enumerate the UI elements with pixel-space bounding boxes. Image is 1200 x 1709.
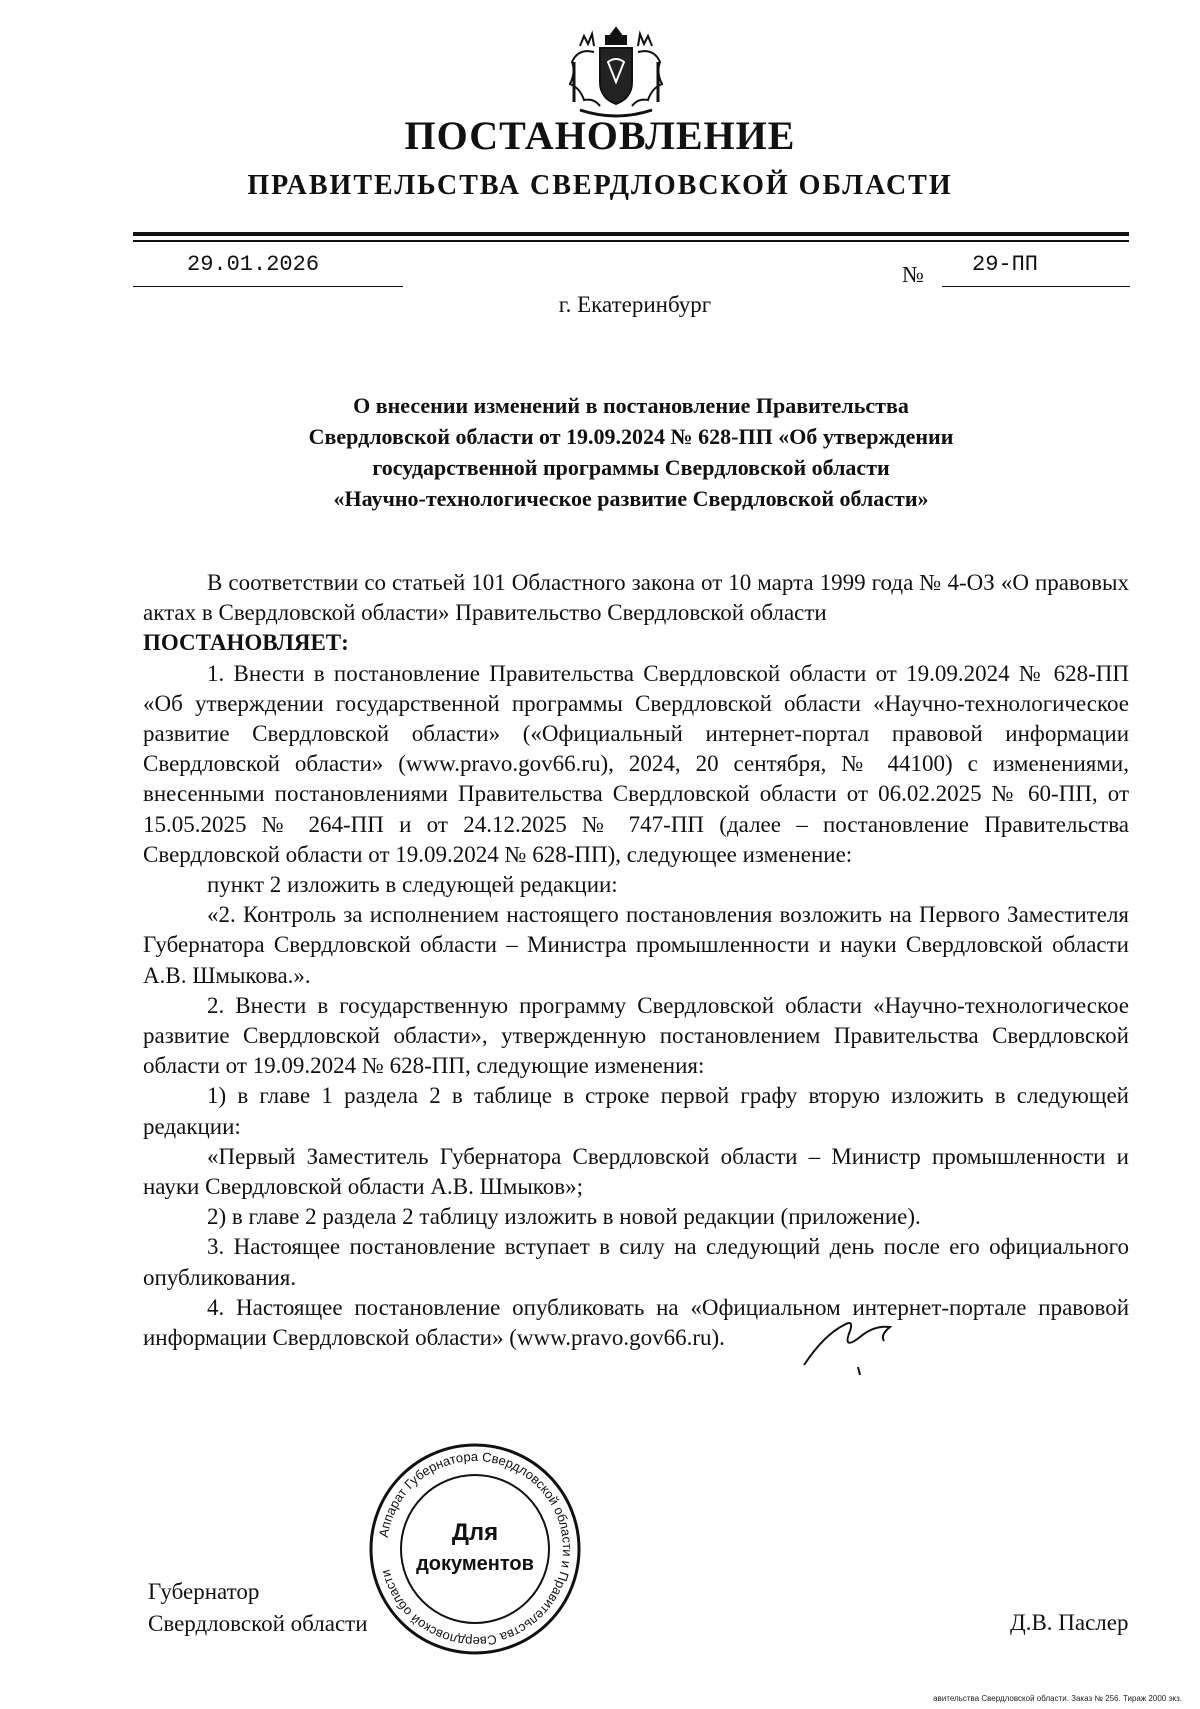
paragraph-1: 1. Внести в постановление Правительства Свердловской области от 19.09.2024 № 628-ПП «Об утверждении государственной программы Свердловской области «Научно-технологическое развитие Свердловской области» («Официальный интернет-портал правовой информации Свердловской области» (www.pravo.gov66.ru), 2024, 20 сентября, № 44100) с изменениями, внесенными постановлениями Правительства Свердловской области от 06.02.2025 № 60-ПП, от 15.05.2025 № 264-ПП и от 24.12.2025 № 747-ПП (далее – постановление Правительства Свердловской области от 19.09.2024 № 628-ПП), следующее изменение: <box>143 660 1129 867</box>
stamp-ring-text: Аппарат Губернатора Свердловской области и Правительства Свердловской области <box>375 1448 576 1650</box>
heading-line: О внесении изменений в постановление Правительства <box>353 393 909 418</box>
stamp-center-line: документов <box>416 1553 534 1575</box>
print-footer-note: авительства Свердловской области. Заказ № 256. Тираж 2000 экз. <box>933 1694 1182 1703</box>
intro-paragraph: В соответствии со статьей 101 Областного закона от 10 марта 1999 года № 4-ОЗ «О правовых актах в Свердловской области» Правительство Свердловской области <box>143 570 1129 626</box>
paragraph-4: 4. Настоящее постановление опубликовать на «Официальном интернет-портале правовой информации Свердловской области» (www.pravo.gov66.ru). <box>143 1294 1129 1351</box>
paragraph-2-1-quote: «Первый Заместитель Губернатора Свердловской области – Министр промышленности и науки Свердловской области А.В. Шмыков»; <box>143 1143 1129 1200</box>
number-field <box>942 252 1130 287</box>
signatory-position <box>148 1576 368 1640</box>
date-field <box>133 252 403 287</box>
decree-word: ПОСТАНОВЛЯЕТ: <box>143 630 349 656</box>
signatory-position-line: Губернатор <box>148 1579 260 1604</box>
official-stamp <box>366 1440 584 1658</box>
document-date: 29.01.2026 <box>187 252 320 277</box>
header-divider-thin <box>133 240 1129 242</box>
paragraph-2-2: 2) в главе 2 раздела 2 таблицу изложить в новой редакции (приложение). <box>207 1204 921 1230</box>
paragraph-3: 3. Настоящее постановление вступает в силу на следующий день после его официального опубликования. <box>143 1234 1129 1290</box>
stamp-center-line: Для <box>451 1519 499 1546</box>
number-sign: № <box>902 262 924 287</box>
document-body <box>143 568 1129 1353</box>
city-line: г. Екатеринбург <box>558 292 712 317</box>
heading-line: «Научно-технологическое развитие Свердловской области» <box>333 486 929 511</box>
heading-line: государственной программы Свердловской области <box>372 455 890 480</box>
document-subtitle: ПРАВИТЕЛЬСТВА СВЕРДЛОВСКОЙ ОБЛАСТИ <box>247 170 953 201</box>
document-heading <box>133 390 1129 514</box>
signatory-position-line: Свердловской области <box>148 1611 368 1636</box>
document-number: 29-ПП <box>972 252 1039 277</box>
paragraph-1-sub: пункт 2 изложить в следующей редакции: <box>207 872 618 898</box>
signatory-name: Д.В. Паслер <box>1010 1610 1129 1635</box>
paragraph-2-1: 1) в главе 1 раздела 2 в таблице в строке первой графу вторую изложить в следующей редакции: <box>143 1083 1129 1139</box>
document-title: ПОСТАНОВЛЕНИЕ <box>404 113 796 158</box>
paragraph-2: 2. Внести в государственную программу Свердловской области «Научно-технологическое развитие Свердловской области», утвержденную постановлением Правительства Свердловской области от 19.09.2024 № 628-ПП, следующие изменения: <box>143 992 1129 1079</box>
heading-line: Свердловской области от 19.09.2024 № 628-ПП «Об утверждении <box>308 424 954 449</box>
paragraph-1-quote: «2. Контроль за исполнением настоящего постановления возложить на Первого Заместителя Губернатора Свердловской области – Министра промышленности и науки Свердловской области А.В. Шмыкова.». <box>143 902 1129 988</box>
coat-of-arms-icon <box>560 22 672 122</box>
handwritten-signature <box>800 1305 920 1375</box>
svg-text:Аппарат Губернатора Свердловск <box>376 1449 575 1649</box>
header-divider-thick <box>133 232 1129 236</box>
